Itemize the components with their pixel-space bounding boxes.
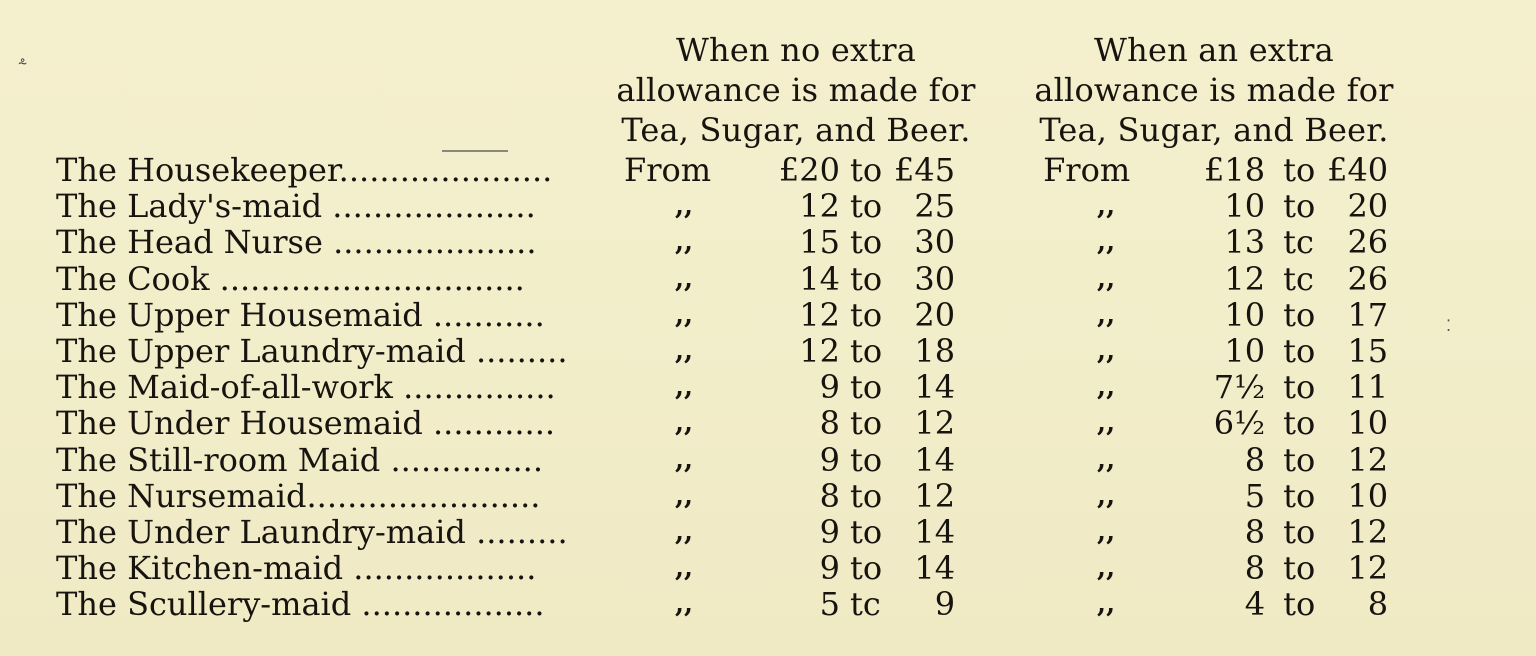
no-extra-to: to xyxy=(850,368,883,407)
no-extra-prefix: ,, xyxy=(674,263,694,294)
extra-max: 26 xyxy=(1347,223,1389,262)
no-extra-max: 14 xyxy=(914,368,956,407)
extra-min: 6½ xyxy=(1213,404,1266,443)
header-line: Tea, Sugar, and Beer. xyxy=(1039,111,1389,149)
extra-prefix: ,, xyxy=(1097,589,1116,620)
extra-prefix: ,, xyxy=(1097,299,1116,330)
table-row xyxy=(56,478,1388,514)
no-extra-min: 9 xyxy=(819,368,840,407)
extra-min: 10 xyxy=(1224,332,1266,371)
column-gap xyxy=(955,333,1043,369)
no-extra-prefix: ,, xyxy=(674,516,694,547)
no-extra-to: to xyxy=(850,549,883,588)
column-gap xyxy=(955,188,1043,224)
extra-max: £40 xyxy=(1327,151,1389,190)
table-row xyxy=(56,297,1388,333)
column-gap xyxy=(955,442,1043,478)
column-gap xyxy=(955,297,1043,333)
no-extra-to: to xyxy=(850,187,883,226)
servant-name: The Under Housemaid ............ xyxy=(56,404,556,443)
extra-min: 12 xyxy=(1224,259,1266,298)
extra-min: 10 xyxy=(1224,187,1266,226)
extra-to: to xyxy=(1283,368,1316,407)
column-gap xyxy=(955,224,1043,260)
no-extra-max: 30 xyxy=(914,223,956,262)
no-extra-max: 14 xyxy=(914,549,956,588)
no-extra-prefix: ,, xyxy=(674,480,694,511)
servant-name: The Nursemaid....................... xyxy=(56,476,541,515)
extra-to: to xyxy=(1283,332,1316,371)
no-extra-max: 18 xyxy=(914,332,956,371)
extra-min: £18 xyxy=(1204,151,1266,190)
extra-max: 10 xyxy=(1347,476,1389,515)
extra-min: 8 xyxy=(1244,440,1266,479)
extra-prefix: ,, xyxy=(1097,480,1116,511)
no-extra-prefix: ,, xyxy=(674,444,694,475)
no-extra-to: to xyxy=(850,440,883,479)
no-extra-to: to xyxy=(850,295,883,334)
table-row xyxy=(56,369,1388,405)
no-extra-min: 12 xyxy=(799,295,840,334)
no-extra-max: 20 xyxy=(914,295,956,334)
extra-prefix: ,, xyxy=(1097,372,1116,403)
no-extra-to: to xyxy=(850,476,883,515)
table-row xyxy=(56,442,1388,478)
extra-to: to xyxy=(1283,585,1316,624)
header-extra-allowance xyxy=(1016,30,1412,150)
extra-max: 10 xyxy=(1347,404,1389,443)
no-extra-prefix: ,, xyxy=(674,408,694,439)
no-extra-min: £20 xyxy=(778,151,840,190)
extra-min: 4 xyxy=(1244,585,1266,624)
no-extra-to: to xyxy=(850,332,883,371)
header-line: Tea, Sugar, and Beer. xyxy=(621,111,971,149)
header-line: allowance is made for xyxy=(1034,71,1394,109)
no-extra-prefix: ,, xyxy=(674,227,694,258)
extra-max: 12 xyxy=(1347,440,1389,479)
ink-speck: ⸛ xyxy=(18,54,28,73)
extra-prefix: ,, xyxy=(1097,227,1116,258)
no-extra-min: 9 xyxy=(819,512,840,551)
table-row xyxy=(56,514,1388,550)
table-row xyxy=(56,550,1388,586)
column-gap xyxy=(955,152,1043,188)
extra-max: 11 xyxy=(1347,368,1389,407)
extra-to: to xyxy=(1283,549,1316,588)
no-extra-min: 14 xyxy=(799,259,840,298)
no-extra-max: 9 xyxy=(934,585,956,624)
no-extra-max: 12 xyxy=(914,476,956,515)
no-extra-min: 15 xyxy=(799,223,840,262)
no-extra-prefix: ,, xyxy=(674,372,694,403)
table-row xyxy=(56,152,1388,188)
extra-prefix: ,, xyxy=(1097,263,1116,294)
no-extra-min: 5 xyxy=(819,585,840,624)
no-extra-to: to xyxy=(850,151,883,190)
servant-name: The Kitchen-maid .................. xyxy=(56,549,537,588)
servant-name: The Upper Laundry-maid ......... xyxy=(56,332,568,371)
table-row xyxy=(56,224,1388,260)
extra-min: 8 xyxy=(1244,512,1266,551)
extra-max: 8 xyxy=(1367,585,1389,624)
extra-to: tc xyxy=(1283,223,1314,262)
no-extra-prefix: ,, xyxy=(674,191,694,222)
extra-to: to xyxy=(1283,295,1316,334)
extra-to: to xyxy=(1283,512,1316,551)
extra-max: 20 xyxy=(1347,187,1389,226)
column-gap xyxy=(955,478,1043,514)
no-extra-max: 14 xyxy=(914,512,956,551)
extra-to: to xyxy=(1283,187,1316,226)
no-extra-min: 8 xyxy=(819,476,840,515)
extra-prefix: ,, xyxy=(1097,336,1116,367)
table-row xyxy=(56,405,1388,441)
extra-to: to xyxy=(1283,476,1316,515)
header-line: When no extra xyxy=(675,31,917,69)
no-extra-max: 14 xyxy=(914,440,956,479)
column-gap xyxy=(955,405,1043,441)
extra-to: to xyxy=(1283,151,1316,190)
no-extra-max: 25 xyxy=(914,187,956,226)
extra-prefix: ,, xyxy=(1097,516,1116,547)
extra-min: 5 xyxy=(1244,476,1266,515)
no-extra-min: 9 xyxy=(819,549,840,588)
extra-prefix: ,, xyxy=(1097,408,1116,439)
no-extra-min: 8 xyxy=(819,404,840,443)
extra-prefix: ,, xyxy=(1097,191,1116,222)
wages-table xyxy=(56,152,1388,622)
no-extra-to: to xyxy=(850,512,883,551)
table-row xyxy=(56,188,1388,224)
no-extra-prefix: From xyxy=(624,151,712,190)
extra-to: to xyxy=(1283,404,1316,443)
extra-prefix: ,, xyxy=(1097,553,1116,584)
no-extra-prefix: ,, xyxy=(674,336,694,367)
extra-min: 13 xyxy=(1224,223,1266,262)
no-extra-prefix: ,, xyxy=(674,553,694,584)
extra-to: to xyxy=(1283,440,1316,479)
no-extra-min: 12 xyxy=(799,187,840,226)
no-extra-max: £45 xyxy=(894,151,956,190)
extra-max: 12 xyxy=(1347,549,1389,588)
no-extra-to: to xyxy=(850,223,883,262)
extra-max: 15 xyxy=(1347,332,1389,371)
no-extra-max: 12 xyxy=(914,404,956,443)
servant-name: The Lady's-maid .................... xyxy=(56,187,536,226)
extra-min: 8 xyxy=(1244,549,1266,588)
table-row xyxy=(56,586,1388,622)
servant-name: The Scullery-maid .................. xyxy=(56,585,545,624)
header-line: allowance is made for xyxy=(616,71,976,109)
ink-speck: ⁚ xyxy=(1446,316,1452,335)
header-line: When an extra xyxy=(1094,31,1334,69)
column-gap xyxy=(955,369,1043,405)
no-extra-min: 12 xyxy=(799,332,840,371)
no-extra-max: 30 xyxy=(914,259,956,298)
extra-max: 17 xyxy=(1347,295,1389,334)
no-extra-to: tc xyxy=(850,585,881,624)
column-gap xyxy=(955,514,1043,550)
no-extra-min: 9 xyxy=(819,440,840,479)
servant-name: The Maid-of-all-work ............... xyxy=(56,368,556,407)
table-row xyxy=(56,333,1388,369)
no-extra-to: to xyxy=(850,404,883,443)
servant-name: The Still-room Maid ............... xyxy=(56,440,544,479)
servant-name: The Upper Housemaid ........... xyxy=(56,295,545,334)
extra-max: 12 xyxy=(1347,512,1389,551)
servant-name: The Housekeeper..................... xyxy=(56,151,553,190)
extra-max: 26 xyxy=(1347,259,1389,298)
header-no-extra-allowance xyxy=(596,30,996,150)
extra-prefix: ,, xyxy=(1097,444,1116,475)
table-row xyxy=(56,261,1388,297)
column-gap xyxy=(955,550,1043,586)
extra-to: tc xyxy=(1283,259,1314,298)
column-gap xyxy=(955,586,1043,622)
no-extra-prefix: ,, xyxy=(674,589,694,620)
extra-min: 7½ xyxy=(1213,368,1266,407)
wages-table-body xyxy=(56,152,1388,622)
extra-prefix: From xyxy=(1043,151,1131,190)
servant-name: The Under Laundry-maid ......... xyxy=(56,512,568,551)
extra-min: 10 xyxy=(1224,295,1266,334)
column-gap xyxy=(955,261,1043,297)
no-extra-prefix: ,, xyxy=(674,299,694,330)
no-extra-to: to xyxy=(850,259,883,298)
servant-name: The Head Nurse .................... xyxy=(56,223,537,262)
servant-name: The Cook .............................. xyxy=(56,259,525,298)
